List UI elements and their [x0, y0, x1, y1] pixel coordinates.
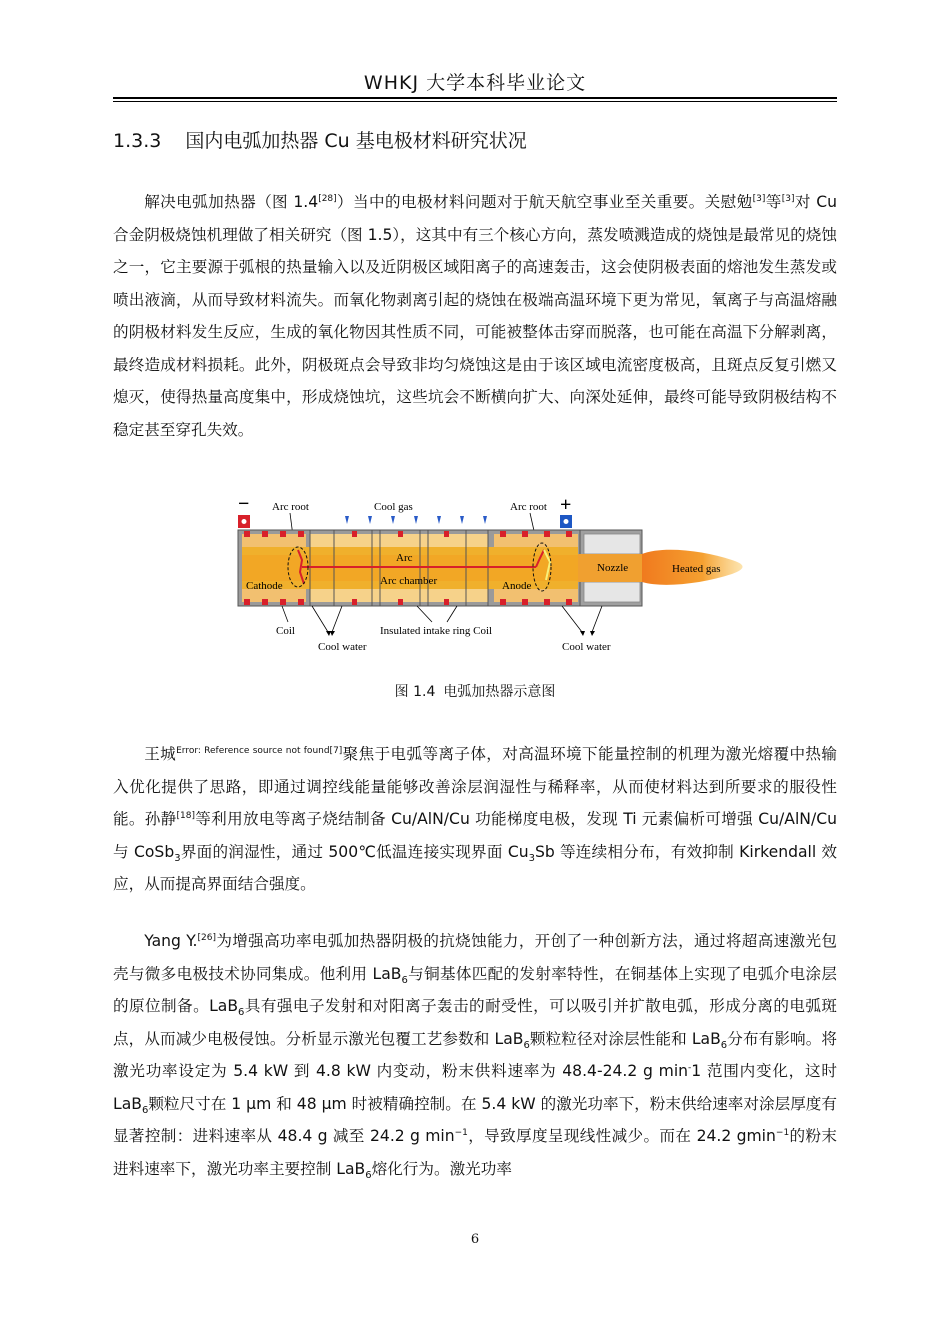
text-run: 等利用放电等离子烧结制备 Cu/AlN/Cu 功能梯度电极，发现 Ti 元素偏析可增强 Cu/AlN/Cu 与 CoSb: [113, 810, 837, 861]
arc-root-right-label: Arc root: [510, 501, 547, 513]
citation: [3]: [781, 193, 795, 204]
paragraph-1: [113, 186, 837, 446]
arc-label: Arc: [396, 552, 413, 564]
text-run: 为增强高功率电弧加热器阴极的抗烧蚀能力，开创了一种创新方法，通过将超高速激光包壳与微多电极技术协同集成。他利用 LaB: [113, 932, 837, 983]
citation: [28]: [318, 193, 337, 204]
plus-label: +: [560, 494, 572, 516]
superscript: −1: [454, 1127, 468, 1138]
page-number: 6: [470, 1232, 480, 1247]
anode-label: Anode: [502, 580, 532, 592]
paragraph-2: [113, 738, 837, 901]
text-run: Sb 等连续相分布，有效抑制 Kirkendall 效应，从而提高界面结合强度。: [113, 842, 837, 893]
section-number: 1.3.3: [113, 130, 162, 152]
cool-gas-label: Cool gas: [374, 501, 413, 513]
text-run: 解决电弧加热器（图 1.4: [144, 193, 319, 211]
figure-caption-text: 电弧加热器示意图: [443, 684, 556, 700]
subscript: 6: [238, 1007, 245, 1019]
terminal-dot: [242, 519, 247, 524]
header-rule: [113, 97, 837, 99]
subscript: 6: [365, 1169, 372, 1181]
figure-caption-label: 图 1.4: [394, 684, 436, 700]
subscript: 6: [523, 1039, 530, 1051]
nozzle-insulator-top: [584, 534, 640, 554]
superscript: −1: [775, 1127, 790, 1138]
text-run: 等: [765, 193, 782, 211]
anode-wall-top: [494, 534, 578, 547]
cool-water-right-label: Cool water: [562, 641, 611, 653]
heated-gas-label: Heated gas: [672, 563, 721, 575]
figure-arc-heater: [232, 494, 752, 664]
arc-chamber-label: Arc chamber: [380, 575, 438, 587]
text-run: Yang Y.: [144, 932, 198, 950]
nozzle-insulator-bottom: [584, 582, 640, 602]
superscript: -: [688, 1062, 692, 1073]
text-run: ）当中的电极材料问题对于航天航空事业至关重要。关慰勉: [336, 193, 753, 211]
text-run: 具有强电子发射和对阳离子轰击的耐受性，可以吸引并扩散电弧，形成分离的电弧斑点，从而减少电极侵蚀。分析显示激光包覆工艺参数和 LaB: [113, 997, 837, 1048]
text-run: 界面的润湿性，通过 500℃低温连接实现界面 Cu: [180, 842, 529, 861]
arc-root-left-label: Arc root: [272, 501, 309, 513]
text-run: 的粉末进料速率下，激光功率主要控制 LaB: [113, 1127, 837, 1178]
text-run: 熔化行为。激光功率: [371, 1159, 512, 1178]
header-rule-thin: [113, 101, 837, 102]
text-run: 对 Cu 合金阴极烧蚀机理做了相关研究（图 1.5），这其中有三个核心方向，蒸发喷溅造成的烧蚀是最常见的烧蚀之一，它主要源于弧根的热量输入以及近阴极区域阳离子的高速轰击，这会使阴极表面的熔池发生蒸发或喷出液滴，从而导致材料流失。而氧化物剥离引起的烧蚀在极端高温环境下更为常见，氧离子与高温熔融的阴极材料发生反应，生成的氧化物因其性质不同，可能被整体击穿而脱落，也可能在高温下分解剥离，最终造成材料损耗。此外，阴极斑点会导致非均匀烧蚀这是由于该区域电流密度极高，且斑点反复引燃又熄灭，使得热量高度集中，形成烧蚀坑，这些坑会不断横向扩大、向深处延伸，最终可能导致阴极结构不稳定甚至穿孔失效。: [113, 193, 837, 439]
citation: [26]: [197, 932, 216, 943]
text-run: 1 范围内变化，这时 LaB: [113, 1062, 837, 1113]
running-header: WHKJ 大学本科毕业论文: [363, 72, 587, 94]
cathode-wall-top: [242, 534, 306, 547]
citation: [18]: [176, 810, 196, 821]
minus-label: −: [238, 494, 250, 515]
insulated-ring-label: Insulated intake ring Coil: [380, 625, 493, 637]
cathode-label: Cathode: [246, 580, 283, 592]
text-run: 聚焦于电弧等离子体，对高温环境下能量控制的机理为激光熔覆中热输入优化提供了思路，即通过调控线能量能够改善涂层润湿性与稀释率，从而使材料达到所要求的服役性能。孙静: [113, 745, 837, 828]
figure-caption: [0, 681, 950, 701]
text-run: 与铜基体匹配的发射率特性，在铜基体上实现了电弧介电涂层的原位制备。LaB: [113, 964, 837, 1015]
text-run: 王城: [144, 745, 177, 763]
coil-label: Coil: [276, 625, 295, 637]
citation: [3]: [752, 193, 766, 204]
section-heading: [113, 126, 527, 153]
paragraph-3: [113, 925, 837, 1185]
subscript: 6: [401, 974, 408, 986]
terminal-dot: [564, 519, 569, 524]
text-run: 颗粒尺寸在 1 μm 和 48 μm 时被精确控制。在 5.4 kW 的激光功率下，粉末供给速率对涂层厚度有显著控制：进料速率从 48.4 g 减至 24.2 g min: [113, 1094, 837, 1145]
cool-gas-arrows: [345, 516, 487, 524]
subscript: 6: [141, 1104, 149, 1116]
arc-heater-diagram: [232, 494, 752, 664]
subscript: 3: [528, 852, 535, 864]
text-run: 颗粒粒径对涂层性能和 LaB: [529, 1029, 721, 1048]
subscript: 3: [174, 852, 181, 864]
subscript: 6: [720, 1039, 728, 1051]
cool-water-left-label: Cool water: [318, 641, 367, 653]
text-run: 分布有影响。将激光功率设定为 5.4 kW 到 4.8 kW 内变动，粉末供料速率为 48.4-24.2 g min: [113, 1029, 837, 1080]
text-run: ，导致厚度呈现线性减少。而在 24.2 gmin: [467, 1127, 776, 1145]
citation: Error: Reference source not found[7]: [176, 745, 343, 756]
section-title: 国内电弧加热器 Cu 基电极材料研究状况: [185, 130, 527, 152]
nozzle-label: Nozzle: [597, 562, 629, 574]
